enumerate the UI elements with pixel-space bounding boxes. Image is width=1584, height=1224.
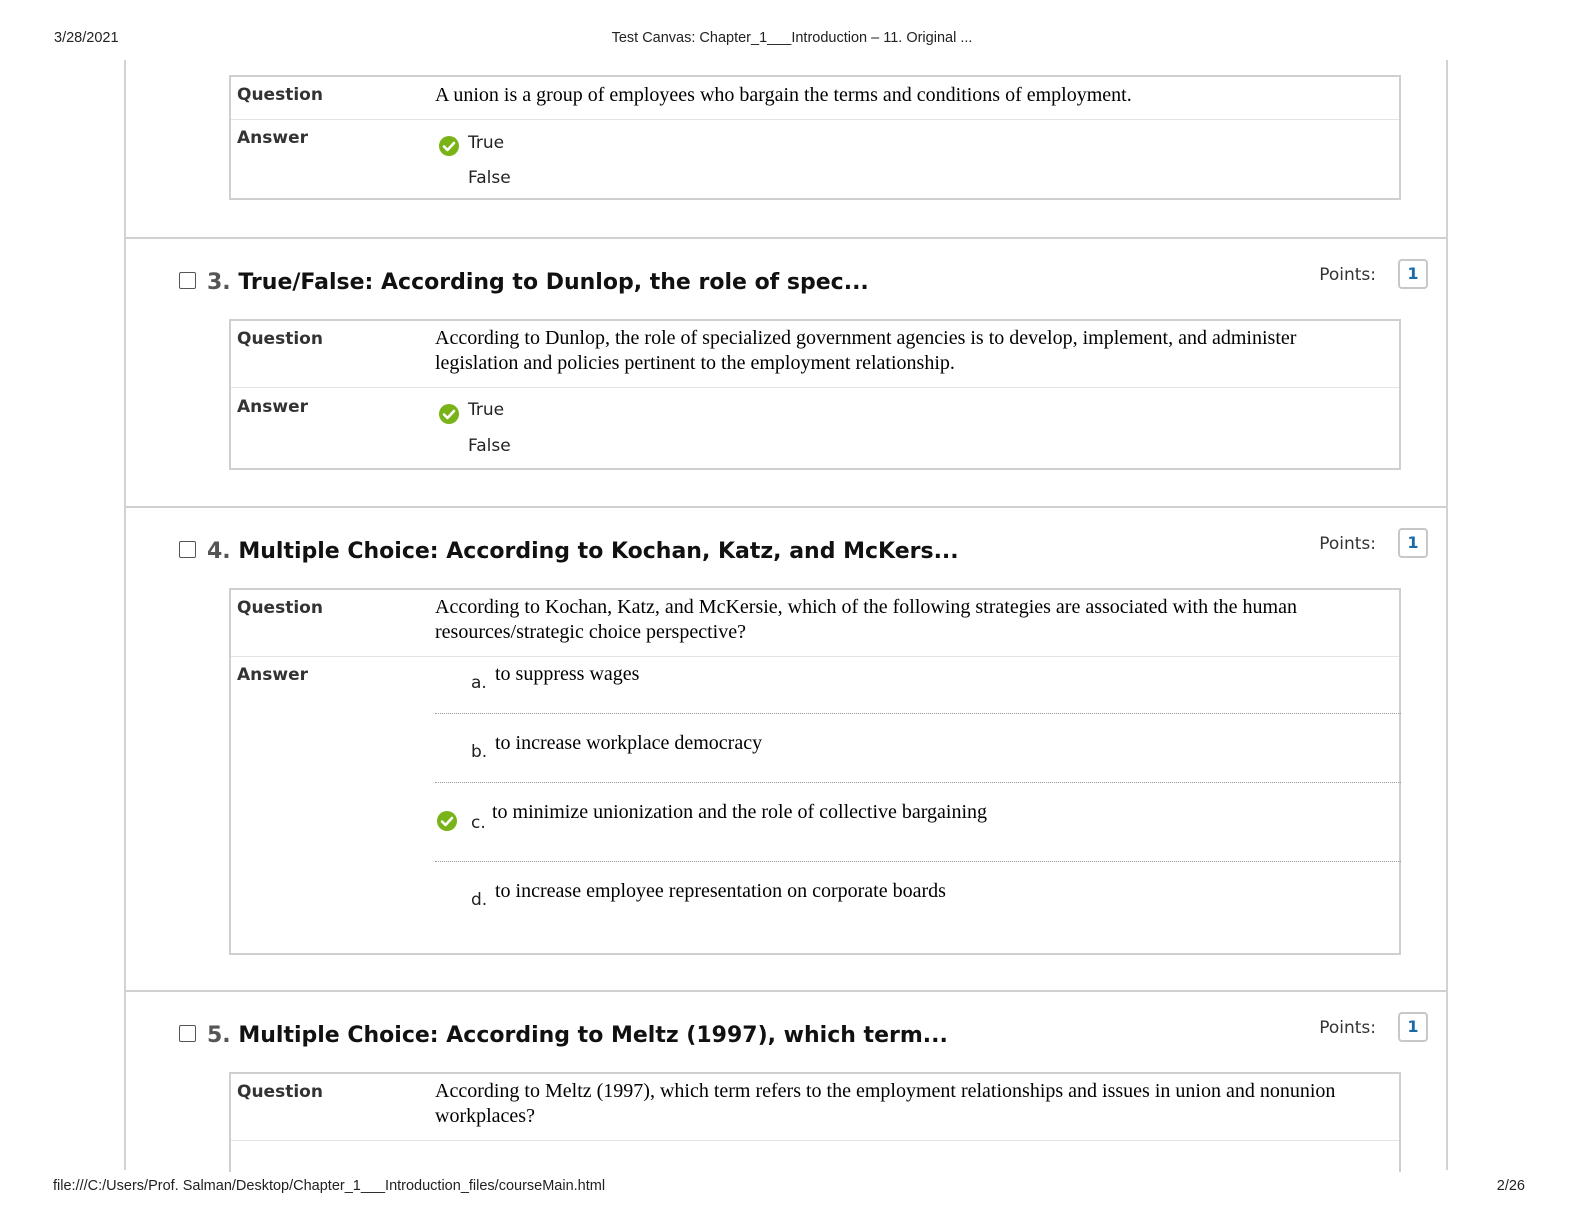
print-date: 3/28/2021: [54, 30, 119, 46]
question-separator: [126, 237, 1446, 239]
points-label: Points:: [1319, 534, 1376, 554]
print-file-path: file:///C:/Users/Prof. Salman/Desktop/Chapter_1___Introduction_files/courseMain.html: [53, 1178, 606, 1194]
points-value: 1: [1398, 259, 1428, 289]
answer-option-c: [435, 783, 1401, 862]
points-label: Points:: [1319, 1018, 1376, 1038]
print-title: Test Canvas: Chapter_1___Introduction – 11. Original ...: [611, 30, 973, 46]
answer-option-false: False: [468, 168, 511, 188]
question-label: Question: [237, 329, 323, 349]
answer-option-true: True: [468, 400, 505, 420]
points-value: 1: [1398, 528, 1428, 558]
question-label: Question: [237, 598, 323, 618]
question-text: According to Dunlop, the role of specialized government agencies is to develop, implement, and administer legislation and policies pertinent to the employment relationship.: [435, 327, 1297, 374]
answer-row: [231, 656, 1399, 953]
answer-row: [231, 387, 1399, 468]
question-text: According to Meltz (1997), which term refers to the employment relationships and issues in union and nonunion workplaces?: [435, 1080, 1336, 1127]
question-5-table: [229, 1072, 1401, 1172]
answer-row: [231, 1140, 1399, 1171]
question-4-checkbox[interactable]: [179, 541, 196, 558]
answer-label: Answer: [237, 397, 308, 417]
answer-option-a: [435, 657, 1401, 714]
answer-option-false: False: [468, 436, 511, 456]
option-letter: d.: [471, 890, 488, 910]
question-text: According to Kochan, Katz, and McKersie, which of the following strategies are associated with the human resources/strategic choice perspective?: [435, 596, 1297, 643]
question-label: Question: [237, 1082, 323, 1102]
print-page-number: 2/26: [1496, 1178, 1525, 1194]
question-2-table: [229, 75, 1401, 200]
question-4-table: [229, 588, 1401, 955]
points-value: 1: [1398, 1012, 1428, 1042]
question-row: [231, 590, 1399, 656]
question-5-checkbox[interactable]: [179, 1025, 196, 1042]
answer-label: Answer: [237, 128, 308, 148]
answer-option-true: True: [468, 133, 505, 153]
option-letter: b.: [471, 742, 488, 762]
question-4-title: 4. Multiple Choice: According to Kochan, Katz, and McKers...: [207, 539, 959, 564]
question-row: [231, 77, 1399, 119]
option-text: to suppress wages: [495, 663, 640, 685]
question-separator: [126, 990, 1446, 992]
question-3-title: 3. True/False: According to Dunlop, the role of spec...: [207, 270, 869, 295]
question-3-checkbox[interactable]: [179, 272, 196, 289]
option-letter: c.: [471, 813, 486, 833]
test-content-frame: [124, 60, 1448, 1170]
question-row: [231, 1074, 1399, 1140]
option-text: to increase workplace democracy: [495, 732, 763, 754]
answer-option-d: [435, 862, 1401, 952]
correct-check-icon: [439, 404, 459, 424]
option-text: to increase employee representation on corporate boards: [495, 880, 946, 902]
question-separator: [126, 506, 1446, 508]
question-5-title: 5. Multiple Choice: According to Meltz (1997), which term...: [207, 1023, 948, 1048]
answer-row: [231, 119, 1399, 198]
question-label: Question: [237, 85, 323, 105]
answer-label: Answer: [237, 665, 308, 685]
question-row: [231, 321, 1399, 387]
option-text: to minimize unionization and the role of collective bargaining: [492, 801, 988, 823]
question-text: A union is a group of employees who bargain the terms and conditions of employment.: [435, 84, 1132, 106]
option-letter: a.: [471, 673, 487, 693]
question-3-table: [229, 319, 1401, 470]
correct-check-icon: [439, 136, 459, 156]
points-label: Points:: [1319, 265, 1376, 285]
answer-option-b: [435, 714, 1401, 783]
correct-check-icon: [437, 811, 457, 831]
